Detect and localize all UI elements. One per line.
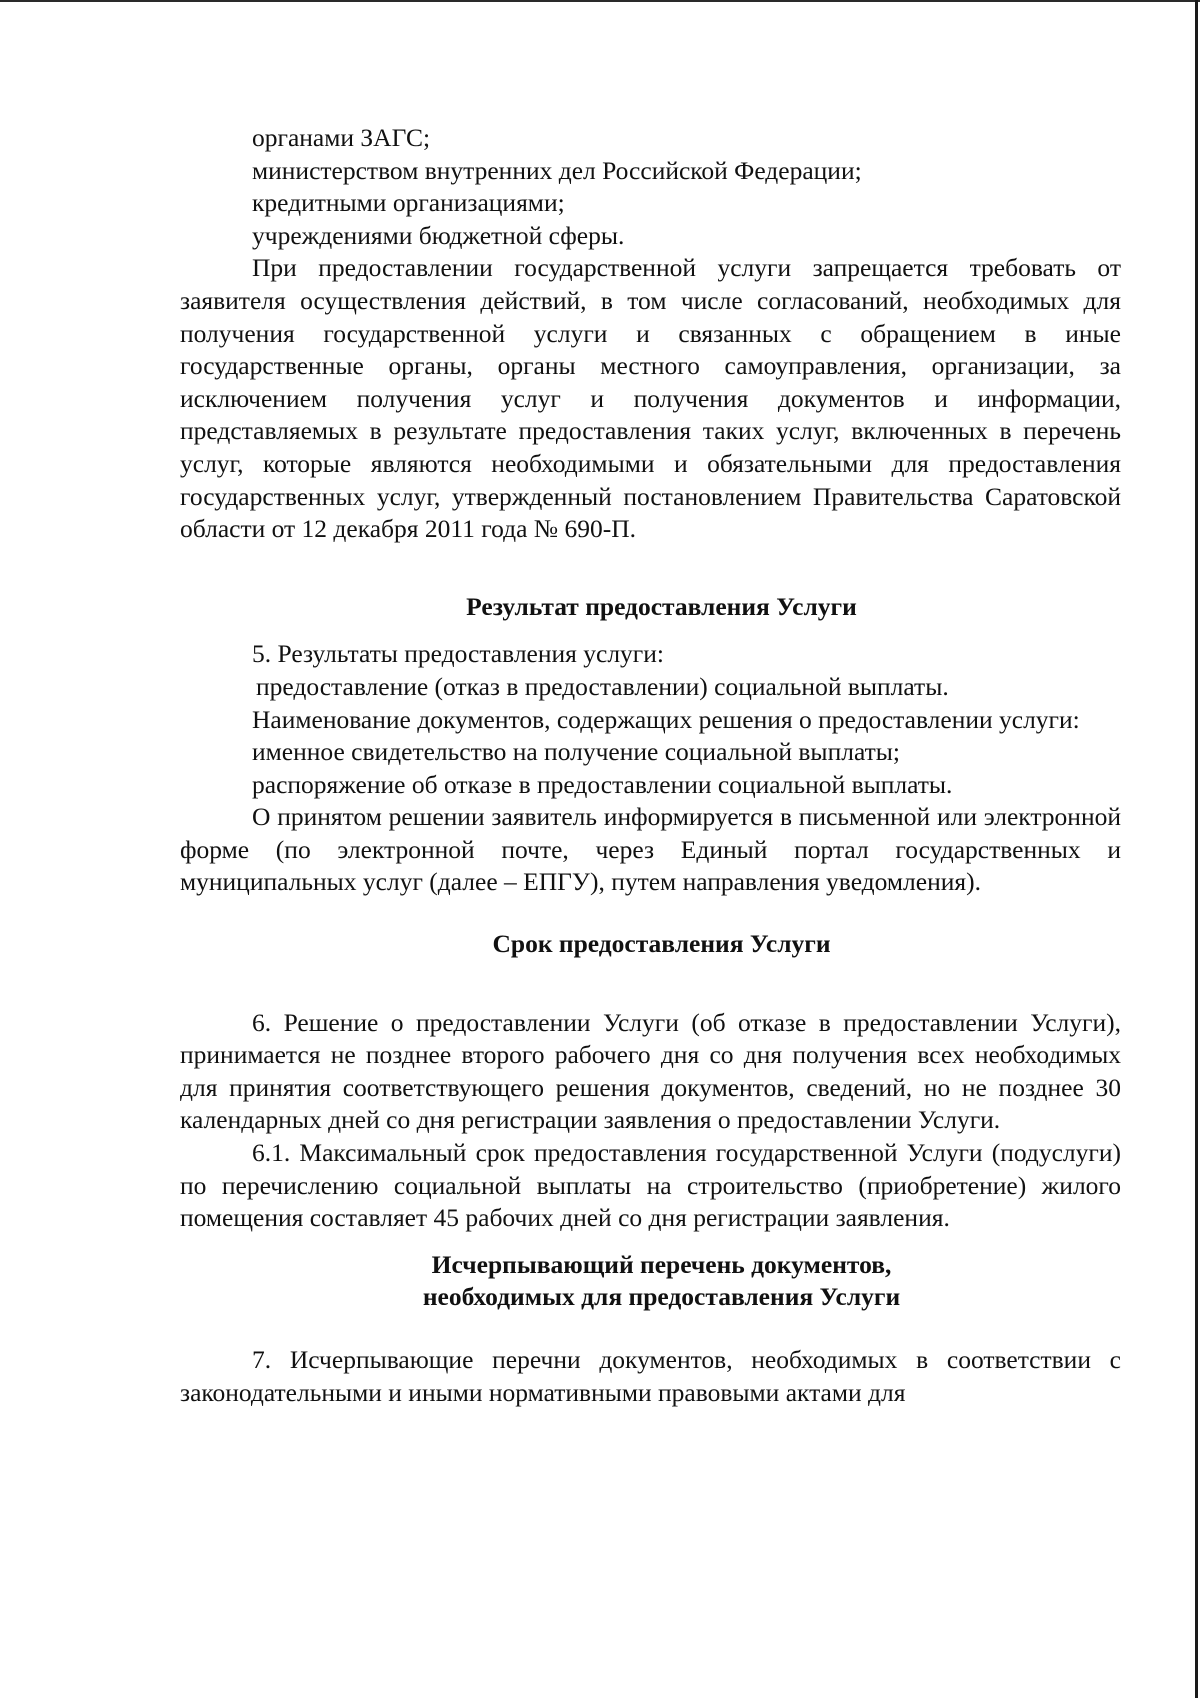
list-item-mvd: министерством внутренних дел Российской Федерации; bbox=[252, 155, 862, 185]
paragraph-prohibition: При предоставлении государственной услуги запрещается требовать от заявителя осуществления действий, в том числе согласований, необходимых для получения государственной услуги и связанных с обращением в иные государственные органы, органы местного самоуправления, организации, за исключением получения услуг и получения документов и информации, представляемых в результате предоставления таких услуг, включенных в перечень услуг, которые являются необходимыми и обязательными для предоставления государственных услуг, утвержденный постановлением Правительства Саратовской области от 12 декабря 2011 года № 690-П. bbox=[180, 253, 1121, 544]
heading-service-result: Результат предоставления Услуги bbox=[466, 591, 857, 621]
paragraph-documents-intro: Наименование документов, содержащих решения о предоставлении услуги: bbox=[252, 704, 1080, 734]
heading-documents-list-line2: необходимых для предоставления Услуги bbox=[422, 1282, 901, 1312]
paragraph-item-6: 6. Решение о предоставлении Услуги (об отказе в предоставлении Услуги), принимается не позднее второго рабочего дня со дня получения всех необходимых для принятия соответствующего решения документов, сведений, но не позднее 30 календарных дней со дня регистрации заявления о предоставлении Услуги. bbox=[180, 1007, 1121, 1135]
document-item-certificate: именное свидетельство на получение социальной выплаты; bbox=[252, 737, 900, 767]
document-page bbox=[180, 122, 1121, 1409]
document-item-refusal-order: распоряжение об отказе в предоставлении социальной выплаты. bbox=[252, 769, 953, 799]
paragraph-item-7: 7. Исчерпывающие перечни документов, необходимых в соответствии с законодательными и иными нормативными правовыми актами для bbox=[180, 1345, 1121, 1407]
heading-documents-list-line1: Исчерпывающий перечень документов, bbox=[431, 1249, 892, 1279]
item-5-result-value: предоставление (отказ в предоставлении) социальной выплаты. bbox=[256, 671, 949, 701]
scan-top-edge bbox=[0, 0, 1200, 2]
paragraph-notification: О принятом решении заявитель информируется в письменной или электронной форме (по электронной почте, через Единый портал государственных и муниципальных услуг (далее – ЕПГУ), путем направления уведомления). bbox=[180, 802, 1121, 897]
scan-right-edge bbox=[1195, 0, 1198, 1698]
list-item-credit-organizations: кредитными организациями; bbox=[252, 188, 565, 218]
item-5-results: 5. Результаты предоставления услуги: bbox=[252, 639, 664, 669]
list-item-zags: органами ЗАГС; bbox=[252, 123, 431, 152]
list-item-budget-institutions: учреждениями бюджетной сферы. bbox=[252, 220, 625, 250]
heading-service-term: Срок предоставления Услуги bbox=[492, 929, 831, 959]
paragraph-item-6-1: 6.1. Максимальный срок предоставления государственной Услуги (подуслуги) по перечислению социальной выплаты на строительство (приобретение) жилого помещения составляет 45 рабочих дней со дня регистрации заявления. bbox=[180, 1138, 1121, 1233]
